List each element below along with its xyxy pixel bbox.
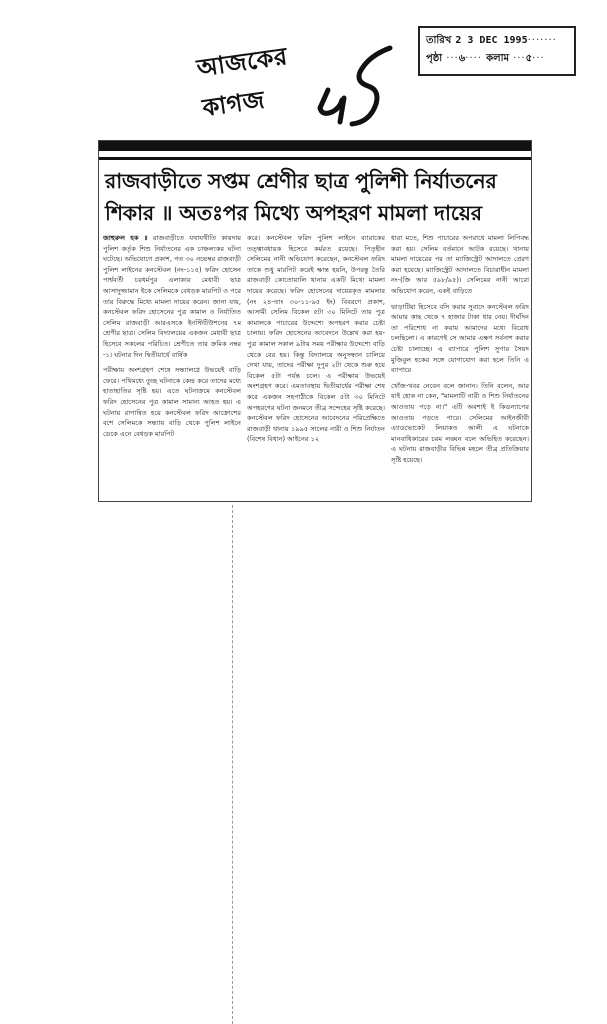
article-paragraph: ধারা মতে, শিশু পাচারের অপরাধে মামলা লিপিবদ্ধ করা হয়। সেলিম বর্তমানে আটক রয়েছে। থানায় মামলা দায়েরের পর তা ম্যাজিস্ট্রেট আদালতে প্রেরণ করা হয়েছে। ম্যাজিস্ট্রেট আদালতে বিচারাধীন মামলা নং-(জি আর ৫৯৮/৯৫)। সেলিমের নানী আরো অভিযোগ করেন, একই বাড়িতে — [391, 234, 529, 295]
thin-rule — [99, 157, 531, 160]
article-text: রাজবাড়ীতে যথাযথীতি কায়দায় পুলিশ কর্তৃক শিশু নির্যাতনের এক চাঞ্চল্যকর ঘটনা ঘটেছে। অভিযোগে প্রকাশ, গত ৩০ নভেম্বর রাজবাড়ী পুলিশ লাইনের কনস্টেবল (নং-১১৫) ফরিদ হোসেন পার্শ্ববর্তী চরধর্মপুর এলাকার মেধাবী ছাত্র আসাদুজ্জামান ইকে সেলিমকে বেধড়ক মারপিট ও পরে তার বিরুদ্ধে মিথ্যে মামলা দায়ের করেন। জানা যায়, কনস্টেবল ফরিদ হোসেনের পুত্র কামাল ও নির্যাতিত সেলিম রাজবাড়ী আরএসকে ইনস্টিটিউশনের ৭ম শ্রেণীর ছাত্র। সেলিম বিদ্যালয়ের একজন মেধাবী ছাত্র হিসেবে সকলের পরিচিত। শ্রেণীতে তার ক্রমিক নম্বর -১। ঘটনার দিন দ্বিতীয়ার্ধে বার্ষিক — [103, 234, 241, 359]
article-paragraph: খোঁজ-খবর নেবেন বলে জানান। তিনি বলেন, আর যাই হোক না কেন, "মামলাটি নারী ও শিশু নির্যাতনের আওতায় পড়ে না।" এটি অবশ্যই ই কিডন্যাপের আওতায় পড়তে পারে। সেলিমের আইনজীবী এ্যাডভোকেট লিয়াকত আলী এ ঘটনাকে মানবাধিকারের চরম লঙ্ঘন বলে অভিহিত করেছেন। এ ঘটনায় রাজবাড়ীর বিভিন্ন মহলে তীব্র প্রতিক্রিয়ার সৃষ্টি হয়েছে। — [391, 381, 529, 464]
top-rule — [99, 141, 531, 151]
date-value: 2 3 DEC 1995 — [455, 35, 528, 46]
article-paragraph: পরীক্ষায় অংশগ্রহণ শেষে সন্ধ্যালগ্নে উভয়েই বাড়ি ফেরে। পথিমধ্যে তুচ্ছ ঘটনাকে কেন্দ্র করে তাদের মধ্যে হাতাহাতির সৃষ্টি হয়। এতে ঘটনাক্রমে কনস্টেবল ফরিদ হোসেনের পুত্র কামাল সামান্য আহত হয়। এ ঘটনায় রাগান্বিত হয়ে কনস্টেবল ফরিদ আক্রোশের বশে সেলিমকে সন্ধ্যায় বাড়ি থেকে পুলিশ লাইনে ডেকে এনে বেধড়ক মারপিট — [103, 366, 241, 438]
date-label: তারিখ — [426, 35, 452, 46]
column-value: ৫ — [525, 53, 533, 64]
article-column-2 — [247, 233, 385, 499]
handwritten-mark — [310, 42, 400, 132]
page-value: ৬ — [458, 53, 466, 64]
handwritten-number-icon — [320, 48, 390, 124]
article-paragraph: ভাড়াটিয়া হিসেবে বসি করার সুবাদে কনস্টেবল ফরিদ আমার কাছ থেকে ৭ হাজার টাকা ধার নেয়। দীর্ঘদিন তা পরিশোধ না করায় আমাদের মধ্যে বিরোধ চলছিলো। এ কারণেই সে আমার এক্ষণ সর্বনাশ করার চেষ্টা চালাচ্ছে। এ ব্যাপারে পুলিশ সুপার সৈয়দ মুজিবুল হকের সঙ্গে যোগাযোগ করা হলে তিনি এ ব্যাপারে — [391, 302, 529, 375]
column-label: কলাম — [486, 53, 510, 64]
article-body — [103, 233, 529, 499]
headline-line-1: রাজবাড়ীতে সপ্তম শ্রেণীর ছাত্র পুলিশী নির্যাতনের — [105, 169, 497, 193]
article-paragraph: করে। কনস্টেবল ফরিদ পুলিশ লাইনে ব্যারাকের তত্ত্বাবধায়ক হিসেবে কর্মরত রয়েছে। পিতৃহীন সেলিমের নানী অভিযোগ করেছেন, কনস্টেবল ফরিদ তাকে শুধু মারপিট করেই ক্ষান্ত হয়নি, উপরন্তু তৈরি রাজবাড়ী কোতোয়ালি থানায় একটি মিথ্যে মামলা দায়ের করেছে। ফরিদ হোসেনের দায়েরকৃত মামলার (নং ২৪-তাং ৩০-১১-৯৫ ইং) বিবরণে প্রকাশ, আসামী সেলিম বিকেল ৫টা ৩০ মিনিটে তার পুত্র কামালকে পাচারের উদ্দেশ্যে অপহরণ করার চেষ্টা চালায়। ফরিদ হোসেনের আবেদনে উল্লেখ করা হয়- পুত্র কামাল সকাল ৯টায় সময় পরীক্ষার উদ্দেশ্যে বাড়ি থেকে বের হয়। কিন্তু বিদ্যালয়ে অনুসন্ধান চালিয়ে দেখা যায়, তাদের পরীক্ষা দুপুর ২টা থেকে শুরু হয়ে বিকেল ৫টা পর্যন্ত চলে। এ পরীক্ষায় উভয়েই অংশগ্রহণ করে। এমতাবস্থায় দ্বিতীয়ার্ধের পরীক্ষা শেষ করে একজন সহপাঠীকে বিকেল ৫টা ৩০ মিনিটে অপহরণের ঘটনা জনমনে তীব্র সন্দেহের সৃষ্টি করেছে। কনস্টেবল ফরিদ হোসেনের আবেদনের পরিপ্রেক্ষিতে রাজবাড়ী থানায় ১৯৯৫ সালের নারী ও শিশু নির্যাতন (বিশেষ বিধান) আইনের ১২ — [247, 234, 385, 444]
date-stamp: তারিখ 2 3 DEC 1995 ······· পৃষ্ঠা ··· ৬ ···· কলাম ··· ৫ ··· — [418, 26, 576, 76]
newspaper-name: আজকের কাগজ — [195, 42, 290, 123]
headline — [105, 165, 525, 231]
news-clipping — [98, 140, 532, 502]
page-label: পৃষ্ঠা — [426, 53, 443, 64]
page-fold-line — [232, 505, 233, 1024]
article-column-1 — [103, 233, 241, 499]
byline: জাহুরুল হক ॥ — [103, 234, 148, 242]
article-paragraph — [103, 233, 241, 360]
article-column-3 — [391, 233, 529, 499]
headline-line-2: শিকার ॥ অতঃপর মিথ্যে অপহরণ মামলা দায়ের — [105, 201, 482, 225]
